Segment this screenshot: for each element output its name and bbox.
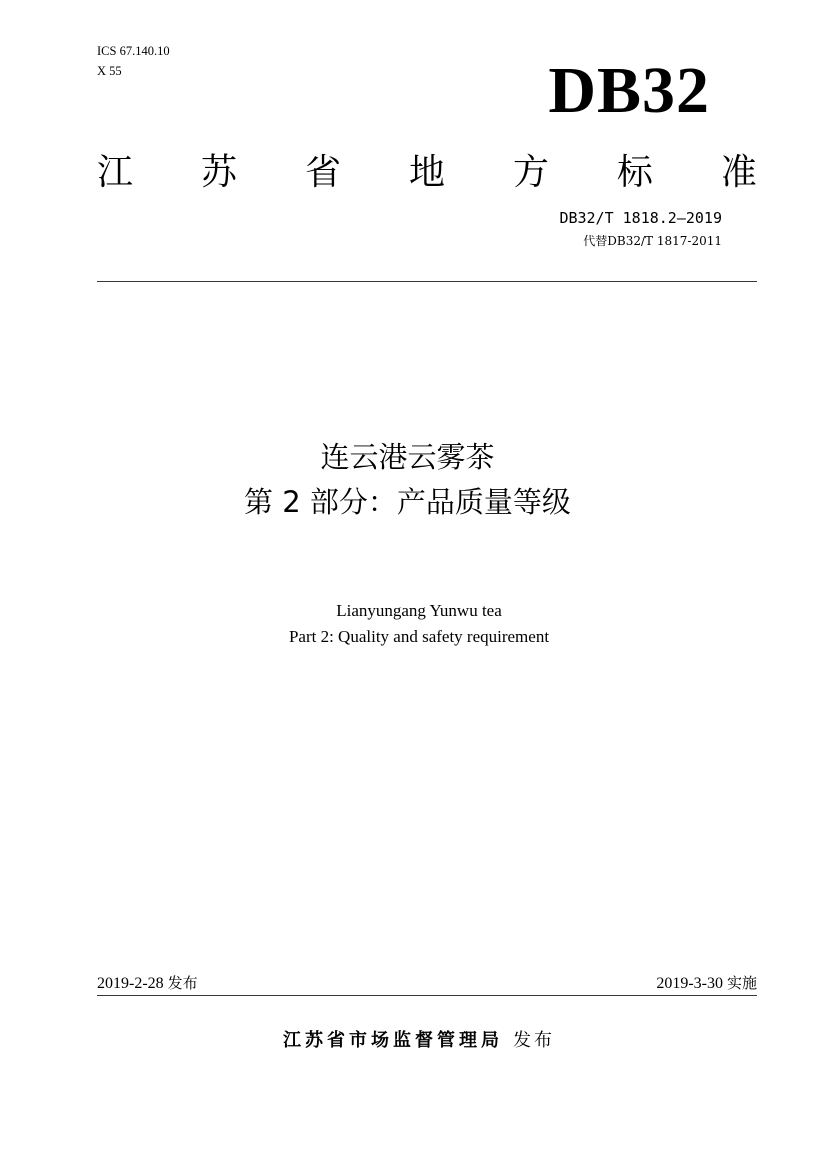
implementation-date-value: 2019-3-30	[656, 975, 723, 992]
issuer-organization: 江苏省市场监督管理局	[283, 1030, 503, 1051]
title-char: 江	[97, 152, 134, 193]
issue-date-value: 2019-2-28	[97, 975, 164, 992]
implementation-date	[656, 972, 757, 995]
title-char: 方	[512, 152, 549, 193]
chinese-title-line-2: 第 2 部分：产品质量等级	[244, 485, 571, 519]
issue-date-label: 发布	[167, 974, 198, 992]
replaces-note: 代替DB32/T 1817-2011	[583, 234, 722, 248]
top-divider	[97, 281, 757, 282]
issuer-action: 发布	[513, 1030, 555, 1051]
english-title-line-1: Lianyungang Yunwu tea	[336, 601, 502, 620]
implementation-date-label: 实施	[726, 974, 757, 992]
chinese-title-line-1: 连云港云雾茶	[320, 440, 495, 474]
title-char: 苏	[200, 152, 237, 193]
english-title-line-2: Part 2: Quality and safety requirement	[288, 627, 550, 646]
title-char: 准	[720, 152, 757, 193]
title-char: 地	[408, 152, 445, 193]
standard-number: DB32/T 1818.2—2019	[559, 209, 722, 227]
db32-logo: DB32	[548, 54, 710, 127]
ics-code: ICS 67.140.10	[97, 44, 170, 58]
issue-date	[97, 972, 198, 995]
title-char: 省	[304, 152, 341, 193]
title-char: 标	[616, 152, 653, 193]
standard-type-title	[97, 148, 757, 198]
classification-code: X 55	[97, 64, 122, 78]
issuer-line	[0, 1028, 815, 1054]
bottom-divider	[97, 995, 757, 996]
